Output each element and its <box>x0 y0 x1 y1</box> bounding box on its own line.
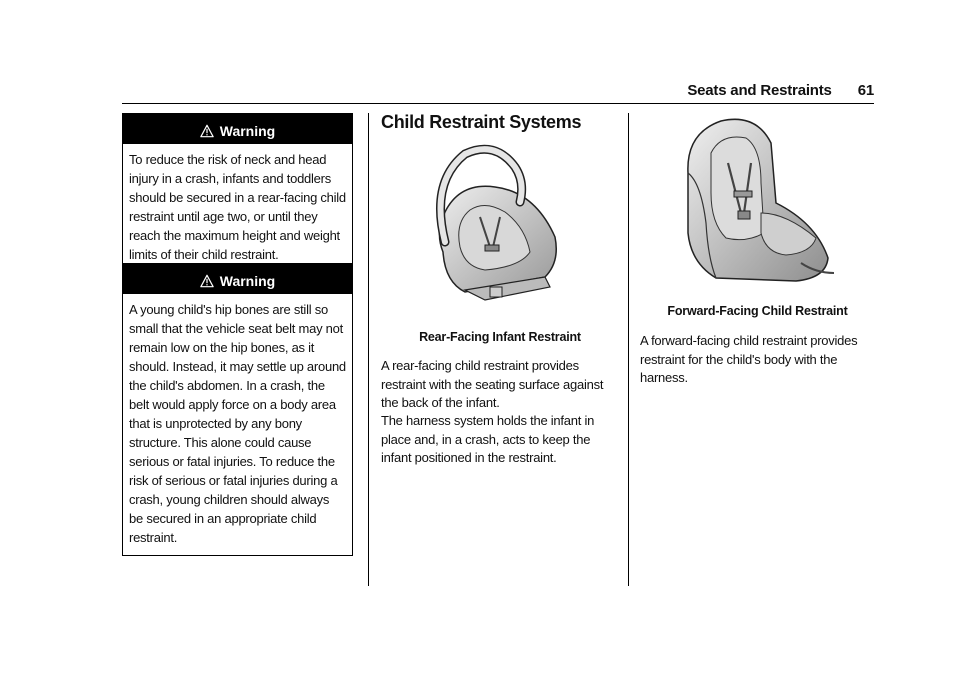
warning-header <box>123 114 352 144</box>
paragraph-rear-2: The harness system holds the infant in place and, in a crash, acts to keep the infant positioned in the restraint. <box>381 413 595 465</box>
warning-box-1 <box>122 113 353 273</box>
column-divider-2 <box>628 113 629 586</box>
paragraph-forward-1: A forward-facing child restraint provides restraint for the child's body with the harness. <box>640 333 858 385</box>
figure-caption-rear: Rear-Facing Infant Restraint <box>419 330 581 344</box>
section-title: Child Restraint Systems <box>381 112 582 132</box>
warning-triangle-icon <box>200 124 214 138</box>
warning-text: A young child's hip bones are still so small that the vehicle seat belt may not remain low on the hip bones, as it should. Instead, it may settle up around the child's abdomen. In a crash, the belt would apply force on a body area that is unprotected by any bony structure. This alone could cause serious or fatal injuries. To reduce the risk of serious or fatal injuries during a crash, young children should always be secured in an appropriate child restraint. <box>129 302 346 545</box>
warning-title: Warning <box>219 273 276 289</box>
paragraph-rear-1: A rear-facing child restraint provides restraint with the seating surface against the back of the infant. <box>381 358 604 410</box>
warning-text: To reduce the risk of neck and head injury in a crash, infants and toddlers should be secured in a rear-facing child restraint until age two, or until they reach the maximum height and weight limits of their child restraint. <box>129 152 346 262</box>
section-name: Seats and Restraints <box>687 82 832 99</box>
column-divider-1 <box>368 113 369 586</box>
rear-facing-infant-seat-illustration <box>425 142 565 304</box>
page-header <box>687 82 874 99</box>
header-rule <box>122 103 874 104</box>
warning-title: Warning <box>219 123 276 139</box>
warning-triangle-icon <box>200 274 214 288</box>
page-number: 61 <box>857 82 874 99</box>
forward-facing-child-seat-illustration <box>676 113 836 285</box>
warning-box-2 <box>122 263 353 556</box>
figure-caption-forward: Forward-Facing Child Restraint <box>667 304 848 318</box>
warning-header <box>123 264 352 294</box>
